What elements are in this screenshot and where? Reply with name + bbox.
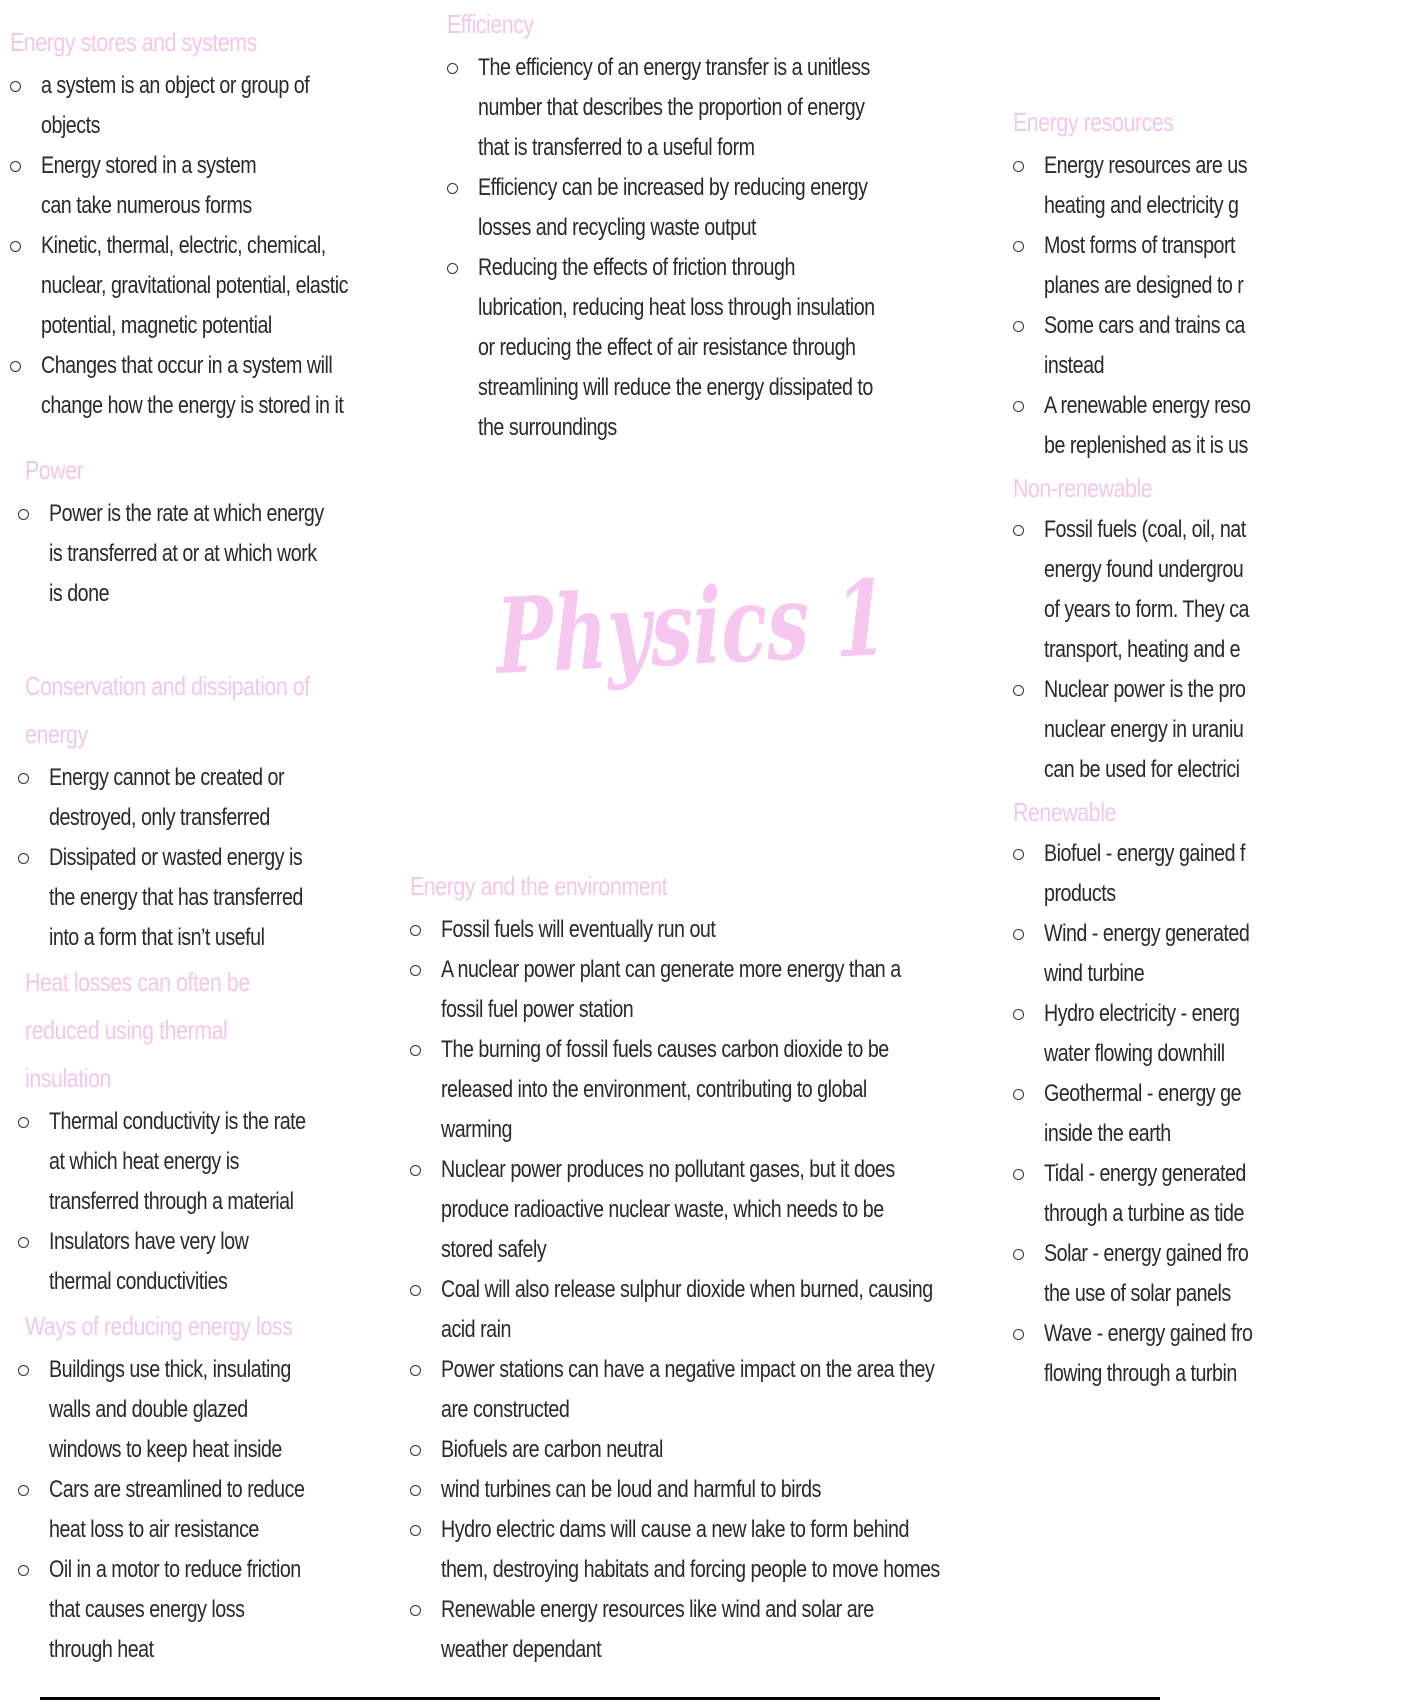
left-column — [10, 18, 350, 1670]
list-item: Thermal conductivity is the rate at which heat energy is transferred through a material — [15, 1102, 350, 1222]
list-item: Nuclear power produces no pollutant gases, but it does produce radioactive nuclear waste, which needs to be stored safely — [407, 1150, 940, 1270]
section-heading: Conservation and dissipation of energy — [25, 671, 310, 749]
bullet-icon — [18, 1237, 29, 1248]
list-item: Power is the rate at which energy is transferred at or at which work is done — [15, 494, 350, 614]
list-item: Insulators have very low thermal conductivities — [15, 1222, 350, 1302]
list-item: The efficiency of an energy transfer is a unitless number that describes the proportion of energy that is transferred to a useful form — [444, 48, 887, 168]
list-item: inside the earth — [1044, 1120, 1171, 1147]
bullet-icon — [18, 1117, 29, 1128]
list-item: through a turbine as tide — [1044, 1200, 1244, 1227]
list-item: Changes that occur in a system will change how the energy is stored in it — [7, 346, 350, 426]
bullet-icon — [1013, 401, 1024, 412]
bullet-icon — [410, 1525, 421, 1536]
list-item: Biofuel - energy gained f — [1010, 834, 1410, 874]
bullet-icon — [410, 1045, 421, 1056]
list-item: Efficiency can be increased by reducing energy losses and recycling waste output — [444, 168, 887, 248]
list-item: Buildings use thick, insulating walls and double glazed windows to keep heat inside — [15, 1350, 350, 1470]
bullet-icon — [10, 81, 21, 92]
list-item: Dissipated or wasted energy is the energy that has transferred into a form that isn’t useful — [15, 838, 350, 958]
section-heading: Energy resources — [1013, 107, 1174, 137]
bullet-list — [1010, 146, 1410, 466]
bullet-list — [7, 66, 350, 426]
bullet-icon — [18, 1565, 29, 1576]
bullet-list — [15, 494, 350, 614]
section-heading: Efficiency — [447, 9, 534, 39]
section-heading: Renewable — [1013, 797, 1116, 827]
bullet-icon — [18, 509, 29, 520]
list-item: Wave - energy gained fro — [1010, 1314, 1410, 1354]
list-item: nuclear energy in uraniu — [1044, 716, 1244, 743]
bullet-list — [444, 48, 887, 448]
bullet-list — [1010, 510, 1410, 790]
bullet-icon — [10, 361, 21, 372]
section-heading: Ways of reducing energy loss — [25, 1311, 293, 1341]
list-item: Renewable energy resources like wind and solar are weather dependant — [407, 1590, 940, 1670]
bullet-icon — [1013, 1249, 1024, 1260]
list-item: instead — [1044, 352, 1105, 379]
bullet-icon — [1013, 161, 1024, 172]
list-item: flowing through a turbin — [1044, 1360, 1237, 1387]
list-item: Nuclear power is the pro — [1010, 670, 1410, 710]
bullet-icon — [447, 63, 458, 74]
bullet-icon — [1013, 929, 1024, 940]
list-item: Fossil fuels will eventually run out — [407, 910, 940, 950]
efficiency-section — [447, 0, 887, 448]
list-item: Biofuels are carbon neutral — [407, 1430, 940, 1470]
list-item: Kinetic, thermal, electric, chemical, nuclear, gravitational potential, elastic potential, magnetic potential — [7, 226, 350, 346]
list-item: transport, heating and e — [1044, 636, 1241, 663]
bullet-icon — [1013, 1089, 1024, 1100]
bullet-icon — [410, 1605, 421, 1616]
list-item: energy found undergrou — [1044, 556, 1244, 583]
bullet-icon — [410, 1165, 421, 1176]
bullet-icon — [18, 853, 29, 864]
bullet-icon — [447, 183, 458, 194]
section-heading: Non-renewable — [1013, 473, 1153, 503]
list-item: Power stations can have a negative impact on the area they are constructed — [407, 1350, 940, 1430]
bullet-icon — [1013, 1009, 1024, 1020]
list-item: wind turbines can be loud and harmful to birds — [407, 1470, 940, 1510]
list-item: be replenished as it is us — [1044, 432, 1248, 459]
list-item: of years to form. They ca — [1044, 596, 1249, 623]
list-item: Some cars and trains ca — [1010, 306, 1410, 346]
environment-section — [410, 862, 940, 1670]
list-item: Energy cannot be created or destroyed, only transferred — [15, 758, 350, 838]
list-item: Energy stored in a system can take numerous forms — [7, 146, 350, 226]
list-item: heating and electricity g — [1044, 192, 1239, 219]
bullet-icon — [1013, 321, 1024, 332]
bullet-icon — [1013, 685, 1024, 696]
bullet-icon — [1013, 241, 1024, 252]
list-item: Coal will also release sulphur dioxide when burned, causing acid rain — [407, 1270, 940, 1350]
section-heading: Heat losses can often be reduced using thermal insulation — [25, 967, 250, 1093]
bullet-icon — [447, 263, 458, 274]
bullet-icon — [410, 1285, 421, 1296]
list-item: Tidal - energy generated — [1010, 1154, 1410, 1194]
list-item: Oil in a motor to reduce friction that causes energy loss through heat — [15, 1550, 350, 1670]
bullet-icon — [1013, 849, 1024, 860]
list-item: Geothermal - energy ge — [1010, 1074, 1410, 1114]
list-item: products — [1044, 880, 1116, 907]
section-heading: Energy stores and systems — [10, 27, 257, 57]
list-item: Fossil fuels (coal, oil, nat — [1010, 510, 1410, 550]
list-item: Hydro electricity - energ — [1010, 994, 1410, 1034]
list-item: wind turbine — [1044, 960, 1145, 987]
bullet-list — [407, 910, 940, 1670]
list-item: Hydro electric dams will cause a new lake to form behind them, destroying habitats and forcing people to move homes — [407, 1510, 940, 1590]
bullet-icon — [18, 773, 29, 784]
list-item: Reducing the effects of friction through lubrication, reducing heat loss through insulation or reducing the effect of air resistance through streamlining will reduce the energy dissipated to the surroundings — [444, 248, 887, 448]
bullet-list — [15, 1102, 350, 1302]
list-item: the use of solar panels — [1044, 1280, 1231, 1307]
bullet-icon — [410, 965, 421, 976]
list-item: A renewable energy reso — [1010, 386, 1410, 426]
section-heading: Energy and the environment — [410, 871, 668, 901]
list-item: Most forms of transport — [1010, 226, 1410, 266]
bullet-icon — [18, 1485, 29, 1496]
right-column — [1013, 98, 1253, 1438]
bullet-icon — [1013, 525, 1024, 536]
page-title: Physics 1 — [495, 556, 889, 698]
list-item: planes are designed to r — [1044, 272, 1244, 299]
list-item: Cars are streamlined to reduce heat loss to air resistance — [15, 1470, 350, 1550]
bullet-icon — [410, 1445, 421, 1456]
bullet-icon — [410, 1365, 421, 1376]
bullet-list — [1010, 834, 1410, 1394]
list-item: Energy resources are us — [1010, 146, 1410, 186]
bullet-icon — [1013, 1169, 1024, 1180]
bullet-icon — [410, 925, 421, 936]
bullet-icon — [1013, 1329, 1024, 1340]
list-item: The burning of fossil fuels causes carbon dioxide to be released into the environment, contributing to global warming — [407, 1030, 940, 1150]
list-item: a system is an object or group of objects — [7, 66, 350, 146]
bullet-icon — [18, 1365, 29, 1376]
section-heading: Power — [25, 455, 84, 485]
bullet-icon — [10, 161, 21, 172]
bullet-list — [15, 758, 350, 958]
list-item: A nuclear power plant can generate more energy than a fossil fuel power station — [407, 950, 940, 1030]
list-item: can be used for electrici — [1044, 756, 1240, 783]
bullet-list — [15, 1350, 350, 1670]
list-item: water flowing downhill — [1044, 1040, 1225, 1067]
list-item: Solar - energy gained fro — [1010, 1234, 1410, 1274]
bullet-icon — [410, 1485, 421, 1496]
bullet-icon — [10, 241, 21, 252]
list-item: Wind - energy generated — [1010, 914, 1410, 954]
